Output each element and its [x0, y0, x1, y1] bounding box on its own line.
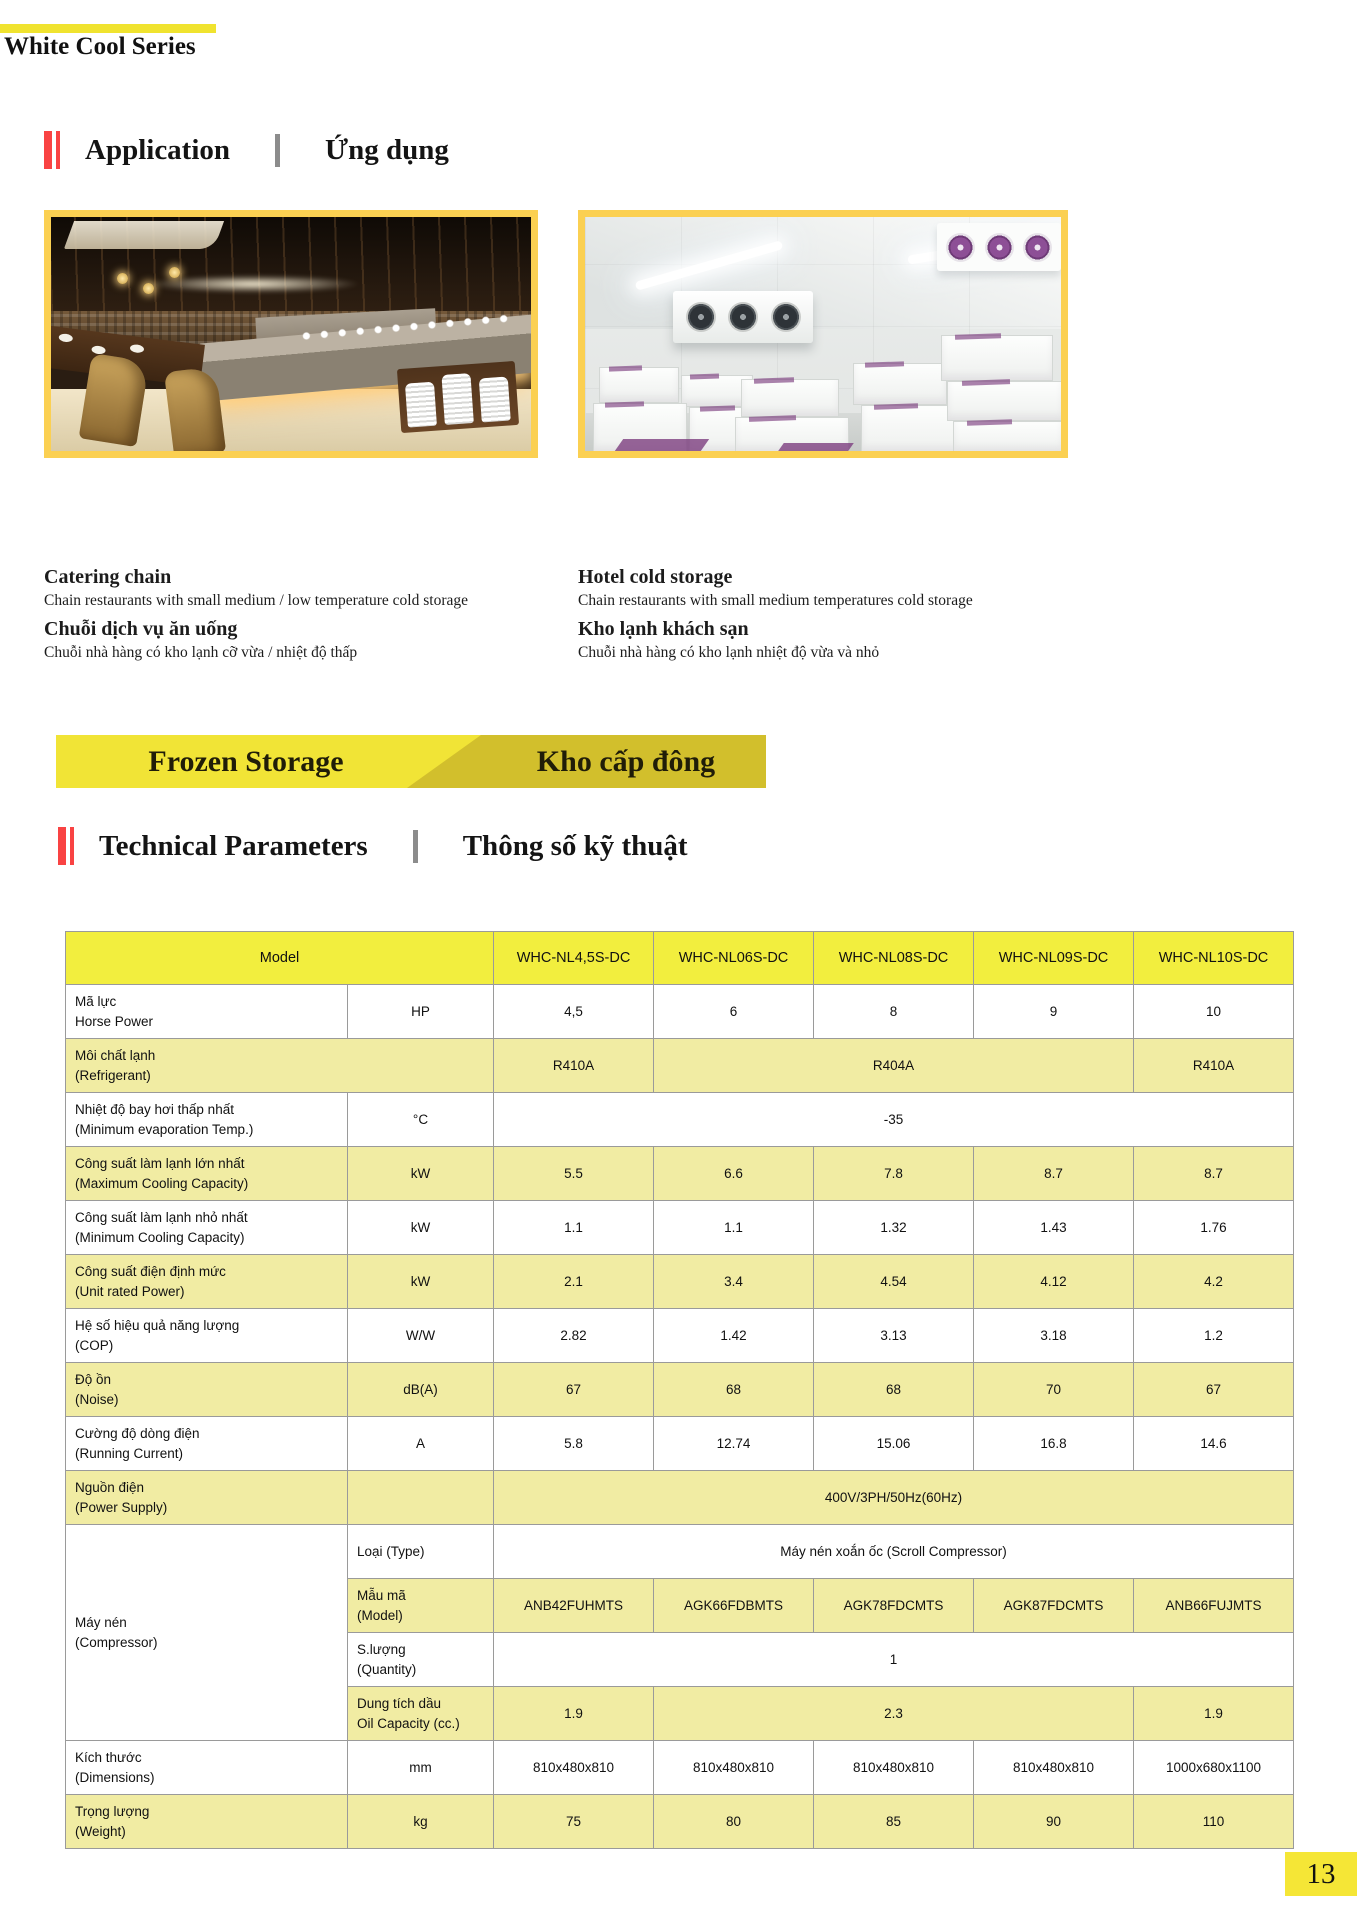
value-cell: 85 — [814, 1795, 974, 1849]
value-cell: 1000x680x1100 — [1134, 1741, 1294, 1795]
table-row-max-cooling — [66, 1147, 1294, 1201]
value-cell: R410A — [494, 1039, 654, 1093]
table-row-power-supply — [66, 1471, 1294, 1525]
red-bars-icon — [58, 827, 74, 865]
divider-bar-icon — [413, 830, 418, 863]
frozen-storage-banner — [56, 735, 766, 788]
value-cell: 1.1 — [654, 1201, 814, 1255]
value-cell: 12.74 — [654, 1417, 814, 1471]
foam-lid — [778, 443, 854, 451]
table-row-dimensions — [66, 1741, 1294, 1795]
row-label: Công suất làm lạnh lớn nhất (Maximum Cooling Capacity) — [66, 1147, 348, 1201]
row-label: Nguồn điện (Power Supply) — [66, 1471, 348, 1525]
value-cell: 8.7 — [974, 1147, 1134, 1201]
model-name-cell: WHC-NL4,5S-DC — [494, 932, 654, 985]
value-cell: 80 — [654, 1795, 814, 1849]
banner-title-vi: Kho cấp đông — [536, 745, 716, 778]
value-cell: 68 — [654, 1363, 814, 1417]
sub-label: S.lượng (Quantity) — [348, 1633, 494, 1687]
model-name-cell: WHC-NL09S-DC — [974, 932, 1134, 985]
divider-bar-icon — [275, 134, 280, 167]
unit-cell: kW — [348, 1201, 494, 1255]
evaporator-unit — [673, 291, 813, 343]
value-cell: 1.42 — [654, 1309, 814, 1363]
photo-art-plate-stacks — [397, 361, 519, 433]
value-cell: 2.3 — [654, 1687, 1134, 1741]
tech-title-en: Technical Parameters — [99, 829, 368, 862]
row-label: Nhiệt độ bay hơi thấp nhất (Minimum evaporation Temp.) — [66, 1093, 348, 1147]
value-cell: 75 — [494, 1795, 654, 1849]
foam-lid — [615, 439, 709, 451]
fan-icon — [946, 233, 975, 262]
table-header-row — [66, 932, 1294, 985]
caption-title-vi: Kho lạnh khách sạn — [578, 618, 749, 640]
value-cell: 4.2 — [1134, 1255, 1294, 1309]
value-cell: AGK66FDBMTS — [654, 1579, 814, 1633]
sub-label: Loại (Type) — [348, 1525, 494, 1579]
value-cell: 1.9 — [494, 1687, 654, 1741]
value-cell: 15.06 — [814, 1417, 974, 1471]
value-cell: 6 — [654, 985, 814, 1039]
value-cell: 1.1 — [494, 1201, 654, 1255]
fan-icon — [771, 302, 801, 332]
value-cell: 6.6 — [654, 1147, 814, 1201]
caption-desc-vi: Chuỗi nhà hàng có kho lạnh cỡ vừa / nhiệt độ thấp — [44, 644, 358, 661]
table-row-current — [66, 1417, 1294, 1471]
unit-cell: W/W — [348, 1309, 494, 1363]
value-cell: 7.8 — [814, 1147, 974, 1201]
unit-cell: mm — [348, 1741, 494, 1795]
value-cell: 3.18 — [974, 1309, 1134, 1363]
row-label: Mã lực Horse Power — [66, 985, 348, 1039]
value-cell: R404A — [654, 1039, 1134, 1093]
caption-desc-en: Chain restaurants with small medium / low temperature cold storage — [44, 592, 468, 609]
cold-storage-caption — [578, 558, 1083, 670]
unit-cell: kW — [348, 1147, 494, 1201]
table-row-refrigerant — [66, 1039, 1294, 1093]
value-cell: 110 — [1134, 1795, 1294, 1849]
unit-cell: HP — [348, 985, 494, 1039]
value-cell: 2.82 — [494, 1309, 654, 1363]
caption-title-en: Hotel cold storage — [578, 566, 733, 588]
value-cell: 3.4 — [654, 1255, 814, 1309]
table-row-min-evap — [66, 1093, 1294, 1147]
fan-icon — [1023, 233, 1052, 262]
empty-unit-cell — [348, 1471, 494, 1525]
value-cell: 810x480x810 — [974, 1741, 1134, 1795]
table-row-rated-power — [66, 1255, 1294, 1309]
fan-icon — [686, 302, 716, 332]
series-title: White Cool Series — [4, 33, 196, 60]
value-cell: ANB42FUHMTS — [494, 1579, 654, 1633]
value-cell: 1.32 — [814, 1201, 974, 1255]
value-cell: 400V/3PH/50Hz(60Hz) — [494, 1471, 1294, 1525]
evaporator-unit — [937, 223, 1061, 271]
value-cell: Máy nén xoắn ốc (Scroll Compressor) — [494, 1525, 1294, 1579]
unit-cell: dB(A) — [348, 1363, 494, 1417]
value-cell: 67 — [494, 1363, 654, 1417]
technical-parameters-header — [58, 824, 688, 868]
table-row-horse-power — [66, 985, 1294, 1039]
value-cell: 8 — [814, 985, 974, 1039]
page-number-badge: 13 — [1285, 1852, 1357, 1896]
value-cell: 5.5 — [494, 1147, 654, 1201]
table-row-cop — [66, 1309, 1294, 1363]
sub-label: Dung tích dầu Oil Capacity (cc.) — [348, 1687, 494, 1741]
value-cell: ANB66FUJMTS — [1134, 1579, 1294, 1633]
red-bars-icon — [44, 131, 60, 169]
value-cell: 16.8 — [974, 1417, 1134, 1471]
table-row-weight — [66, 1795, 1294, 1849]
value-cell: 9 — [974, 985, 1134, 1039]
table-row-compressor-type — [66, 1525, 1294, 1579]
caption-desc-en: Chain restaurants with small medium temperatures cold storage — [578, 592, 973, 609]
value-cell: 1.76 — [1134, 1201, 1294, 1255]
model-name-cell: WHC-NL10S-DC — [1134, 932, 1294, 985]
application-title-en: Application — [85, 133, 231, 166]
value-cell: 810x480x810 — [814, 1741, 974, 1795]
value-cell: 8.7 — [1134, 1147, 1294, 1201]
value-cell: 68 — [814, 1363, 974, 1417]
row-label: Độ ồn (Noise) — [66, 1363, 348, 1417]
value-cell: 90 — [974, 1795, 1134, 1849]
pendant-lamp-icon — [143, 283, 154, 294]
catering-caption — [44, 558, 554, 670]
model-name-cell: WHC-NL06S-DC — [654, 932, 814, 985]
row-label: Kích thước (Dimensions) — [66, 1741, 348, 1795]
model-header-cell: Model — [66, 932, 494, 985]
row-label: Môi chất lạnh (Refrigerant) — [66, 1039, 494, 1093]
foam-box — [953, 421, 1063, 453]
application-section-header — [44, 128, 449, 172]
photo-art-shape — [64, 221, 224, 249]
sub-label: Mẫu mã (Model) — [348, 1579, 494, 1633]
row-label: Công suất điện định mức (Unit rated Power) — [66, 1255, 348, 1309]
value-cell: 1.43 — [974, 1201, 1134, 1255]
application-title-vi: Ứng dụng — [325, 133, 449, 166]
foam-box — [599, 367, 679, 403]
brand-accent-bar — [0, 24, 216, 33]
hotel-cold-storage-photo — [578, 210, 1068, 458]
value-cell: 10 — [1134, 985, 1294, 1039]
value-cell: 810x480x810 — [654, 1741, 814, 1795]
value-cell: 4.12 — [974, 1255, 1134, 1309]
fan-icon — [728, 302, 758, 332]
foam-box — [853, 363, 947, 405]
value-cell: 67 — [1134, 1363, 1294, 1417]
caption-title-vi: Chuỗi dịch vụ ăn uống — [44, 618, 238, 640]
foam-box — [741, 379, 839, 417]
value-cell: 4,5 — [494, 985, 654, 1039]
fan-icon — [985, 233, 1014, 262]
row-label: Hệ số hiệu quả năng lượng (COP) — [66, 1309, 348, 1363]
unit-cell: kW — [348, 1255, 494, 1309]
foam-box — [947, 381, 1063, 421]
value-cell: AGK78FDCMTS — [814, 1579, 974, 1633]
value-cell: R410A — [1134, 1039, 1294, 1093]
value-cell: 1.2 — [1134, 1309, 1294, 1363]
unit-cell: kg — [348, 1795, 494, 1849]
row-label: Công suất làm lạnh nhỏ nhất (Minimum Cooling Capacity) — [66, 1201, 348, 1255]
caption-title-en: Catering chain — [44, 566, 172, 588]
value-cell: 810x480x810 — [494, 1741, 654, 1795]
value-cell: 70 — [974, 1363, 1134, 1417]
compressor-group-label: Máy nén (Compressor) — [66, 1525, 348, 1741]
spec-table — [65, 931, 1294, 1849]
pendant-lamp-icon — [117, 273, 128, 284]
banner-title-en: Frozen Storage — [148, 745, 344, 778]
unit-cell: A — [348, 1417, 494, 1471]
foam-box — [941, 335, 1053, 381]
value-cell: -35 — [494, 1093, 1294, 1147]
row-label: Cường độ dòng điện (Running Current) — [66, 1417, 348, 1471]
table-row-noise — [66, 1363, 1294, 1417]
model-name-cell: WHC-NL08S-DC — [814, 932, 974, 985]
value-cell: 1.9 — [1134, 1687, 1294, 1741]
value-cell: 4.54 — [814, 1255, 974, 1309]
value-cell: AGK87FDCMTS — [974, 1579, 1134, 1633]
table-row-min-cooling — [66, 1201, 1294, 1255]
value-cell: 2.1 — [494, 1255, 654, 1309]
value-cell: 3.13 — [814, 1309, 974, 1363]
value-cell: 1 — [494, 1633, 1294, 1687]
value-cell: 14.6 — [1134, 1417, 1294, 1471]
catering-chain-photo — [44, 210, 538, 458]
row-label: Trọng lượng (Weight) — [66, 1795, 348, 1849]
unit-cell: °C — [348, 1093, 494, 1147]
photo-art-light — [146, 275, 361, 293]
value-cell: 5.8 — [494, 1417, 654, 1471]
caption-desc-vi: Chuỗi nhà hàng có kho lạnh nhiệt độ vừa và nhỏ — [578, 644, 880, 661]
tech-title-vi: Thông số kỹ thuật — [462, 829, 688, 862]
pendant-lamp-icon — [169, 267, 180, 278]
